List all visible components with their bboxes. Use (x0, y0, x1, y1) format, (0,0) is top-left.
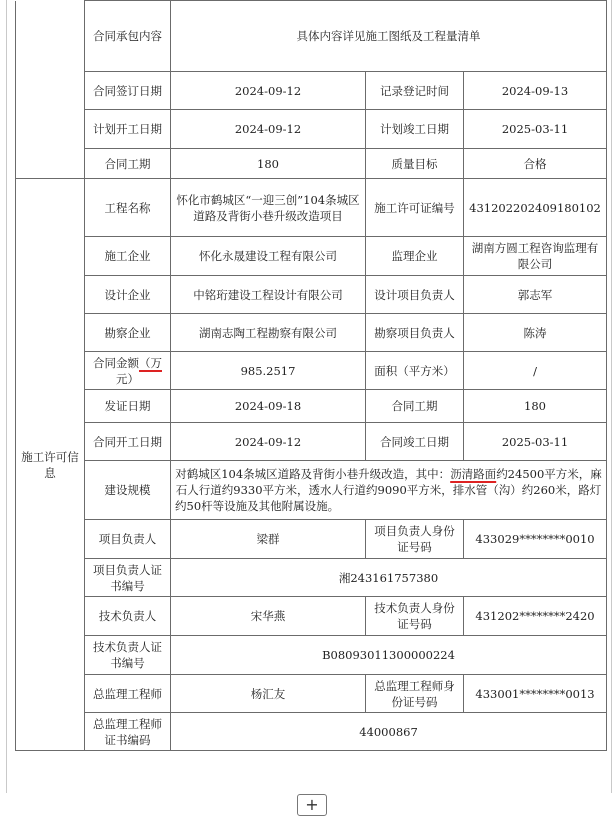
table-row (16, 237, 607, 276)
permit-period-value: 180 (464, 390, 607, 423)
table-row (16, 675, 607, 713)
table-row (16, 597, 607, 636)
contract-content-label: 合同承包内容 (85, 1, 171, 72)
supervisor-company-label: 监理企业 (366, 237, 464, 276)
table-row (16, 352, 607, 390)
plan-start-value: 2024-09-12 (171, 110, 366, 149)
page-left-border (6, 0, 7, 793)
sign-date-value: 2024-09-12 (171, 72, 366, 110)
design-lead-value: 郭志军 (464, 276, 607, 314)
permit-no-value: 431202202409180102 (464, 179, 607, 237)
table-row (16, 636, 607, 675)
table-row (16, 713, 607, 751)
construction-scale-label: 建设规模 (85, 461, 171, 520)
table-row (16, 559, 607, 597)
builder-label: 施工企业 (85, 237, 171, 276)
table-row (16, 520, 607, 559)
issue-date-label: 发证日期 (85, 390, 171, 423)
blank-side-cell (16, 149, 85, 179)
tech-lead-cert-label: 技术负责人证书编号 (85, 636, 171, 675)
chief-supervisor-value: 杨汇友 (171, 675, 366, 713)
plan-finish-value: 2025-03-11 (464, 110, 607, 149)
project-manager-value: 梁群 (171, 520, 366, 559)
construction-scale-value (171, 461, 607, 520)
contract-amount-label-b: （万 (139, 355, 162, 370)
table-row (16, 314, 607, 352)
add-row-button[interactable]: + (297, 794, 327, 816)
blank-side-cell (16, 1, 85, 72)
project-manager-cert-label: 项目负责人证书编号 (85, 559, 171, 597)
contract-amount-label (85, 352, 171, 390)
contract-start-value: 2024-09-12 (171, 423, 366, 461)
project-name-value: 怀化市鹤城区“一迎三创”104条城区道路及背街小巷升级改造项目 (171, 179, 366, 237)
tech-lead-value: 宋华燕 (171, 597, 366, 636)
plan-start-label: 计划开工日期 (85, 110, 171, 149)
tech-lead-id-label: 技术负责人身份证号码 (366, 597, 464, 636)
design-company-label: 设计企业 (85, 276, 171, 314)
contract-finish-label: 合同竣工日期 (366, 423, 464, 461)
contract-permit-table (15, 0, 607, 751)
contract-amount-value: 985.2517 (171, 352, 366, 390)
blank-side-cell (16, 72, 85, 110)
table-row (16, 423, 607, 461)
survey-company-value: 湖南志陶工程勘察有限公司 (171, 314, 366, 352)
tech-lead-cert-value: B08093011300000224 (171, 636, 607, 675)
builder-value: 怀化永晟建设工程有限公司 (171, 237, 366, 276)
contract-amount-label-c: 元） (116, 371, 139, 386)
table-row (16, 149, 607, 179)
contract-period-label: 合同工期 (85, 149, 171, 179)
table-row (16, 461, 607, 520)
table-row (16, 110, 607, 149)
survey-lead-label: 勘察项目负责人 (366, 314, 464, 352)
contract-finish-value: 2025-03-11 (464, 423, 607, 461)
tech-lead-label: 技术负责人 (85, 597, 171, 636)
project-manager-id-value: 433029********0010 (464, 520, 607, 559)
area-label: 面积（平方米） (366, 352, 464, 390)
table-row (16, 179, 607, 237)
design-company-value: 中铭珩建设工程设计有限公司 (171, 276, 366, 314)
permit-no-label: 施工许可证编号 (366, 179, 464, 237)
blank-side-cell (16, 110, 85, 149)
contract-amount-label-a: 合同金额 (93, 355, 139, 370)
scale-text-a: 对鹤城区104条城区道路及背街小巷升级改造，其中： (175, 467, 451, 481)
project-name-label: 工程名称 (85, 179, 171, 237)
issue-date-value: 2024-09-18 (171, 390, 366, 423)
project-manager-id-label: 项目负责人身份证号码 (366, 520, 464, 559)
quality-value: 合格 (464, 149, 607, 179)
chief-supervisor-id-value: 433001********0013 (464, 675, 607, 713)
chief-supervisor-cert-label: 总监理工程师证书编码 (85, 713, 171, 751)
chief-supervisor-cert-value: 44000867 (171, 713, 607, 751)
tech-lead-id-value: 431202********2420 (464, 597, 607, 636)
table-row (16, 1, 607, 72)
table-row (16, 72, 607, 110)
survey-company-label: 勘察企业 (85, 314, 171, 352)
table-row (16, 390, 607, 423)
area-value: / (464, 352, 607, 390)
permit-period-label: 合同工期 (366, 390, 464, 423)
chief-supervisor-id-label: 总监理工程师身份证号码 (366, 675, 464, 713)
scale-text-highlight: 沥清路面 (450, 467, 497, 481)
contract-content-value: 具体内容详见施工图纸及工程量清单 (171, 1, 607, 72)
supervisor-company-value: 湖南方圆工程咨询监理有限公司 (464, 237, 607, 276)
design-lead-label: 设计项目负责人 (366, 276, 464, 314)
plan-finish-label: 计划竣工日期 (366, 110, 464, 149)
scale-text-c: 约24500平方米，麻石人行道约9330平方米，透水人行道约9090平方米，排水管（沟）约260米，路灯约50杆等设施及其他附属设施。 (175, 467, 602, 513)
table-row (16, 276, 607, 314)
project-manager-label: 项目负责人 (85, 520, 171, 559)
survey-lead-value: 陈涛 (464, 314, 607, 352)
project-manager-cert-value: 湘243161757380 (171, 559, 607, 597)
record-time-value: 2024-09-13 (464, 72, 607, 110)
record-time-label: 记录登记时间 (366, 72, 464, 110)
quality-label: 质量目标 (366, 149, 464, 179)
page-right-border (611, 0, 612, 793)
contract-period-value: 180 (171, 149, 366, 179)
sign-date-label: 合同签订日期 (85, 72, 171, 110)
permit-section-label: 施工许可信息 (16, 179, 85, 751)
chief-supervisor-label: 总监理工程师 (85, 675, 171, 713)
contract-start-label: 合同开工日期 (85, 423, 171, 461)
